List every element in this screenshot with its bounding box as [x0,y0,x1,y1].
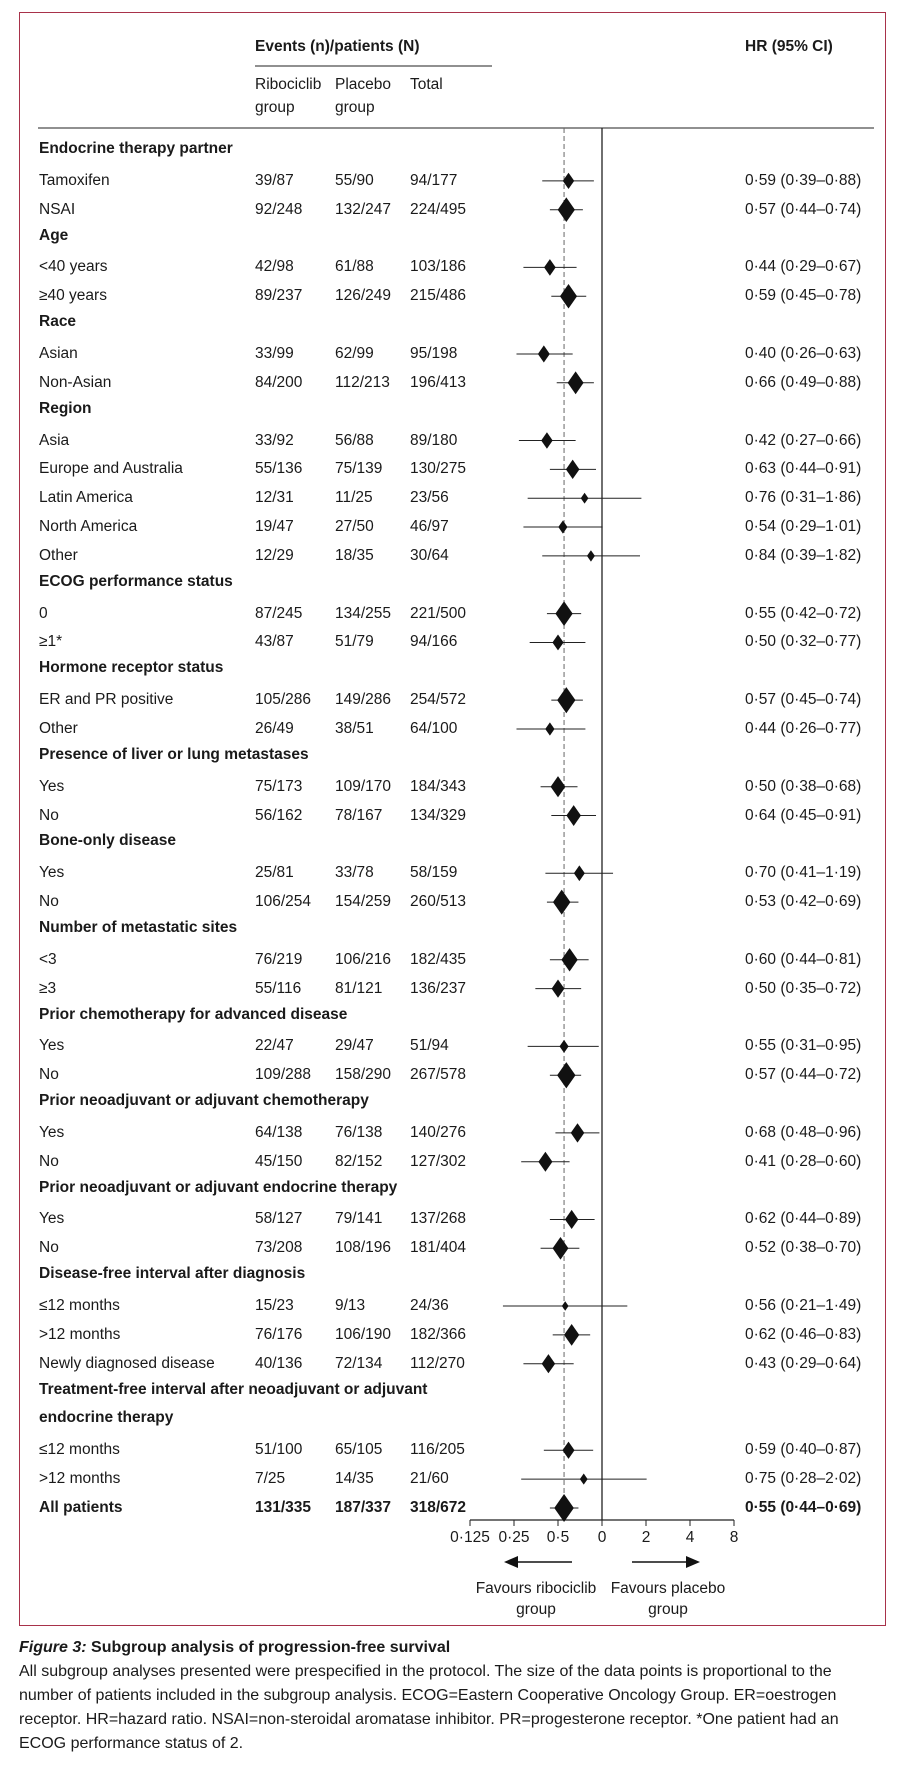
x-tick-label: 0·125 [450,1529,490,1546]
hazard-ratio-ci: 0·62 (0·46–0·83) [745,1325,862,1343]
ribociclib-events: 87/245 [255,604,303,622]
hazard-ratio-ci: 0·50 (0·38–0·68) [745,777,862,795]
ribociclib-events: 7/25 [255,1470,286,1488]
placebo-events: 9/13 [335,1297,366,1314]
point-estimate-diamond [562,1301,569,1311]
hazard-ratio-ci: 0·56 (0·21–1·49) [745,1297,862,1314]
total-events: 140/276 [410,1123,467,1141]
subgroup-label: Latin America [39,489,133,507]
ribociclib-events: 22/47 [255,1037,294,1055]
point-estimate-diamond [555,601,572,626]
favours-left-label: Favours ribociclib [475,1580,597,1597]
hazard-ratio-ci: 0·52 (0·38–0·70) [745,1239,862,1257]
point-estimate-diamond [552,634,563,650]
x-tick-label: 4 [685,1529,695,1546]
point-estimate-diamond [558,197,575,222]
subgroup-label: >12 months [39,1470,121,1488]
total-events: 127/302 [410,1152,467,1170]
hazard-ratio-ci: 0·57 (0·44–0·74) [745,200,862,218]
placebo-events: 55/90 [335,171,374,189]
subgroup-label: Europe and Australia [39,460,183,478]
placebo-events: 38/51 [335,720,374,737]
total-events: 267/578 [410,1066,467,1084]
total-events: 94/166 [410,633,458,651]
total-events: 94/177 [410,171,458,189]
hazard-ratio-ci: 0·44 (0·29–0·67) [745,258,862,276]
total-events: 196/413 [410,373,467,391]
subgroup-heading: Hormone receptor status [39,659,224,677]
placebo-events: 27/50 [335,518,374,536]
total-events: 23/56 [410,489,449,507]
subgroup-heading: Bone-only disease [39,832,176,850]
point-estimate-diamond [574,865,585,881]
hazard-ratio-ci: 0·54 (0·29–1·01) [745,518,862,536]
point-estimate-diamond [571,1123,585,1142]
subgroup-label: Yes [39,777,65,795]
placebo-events: 29/47 [335,1037,374,1055]
placebo-events: 78/167 [335,806,383,824]
hazard-ratio-ci: 0·59 (0·45–0·78) [745,287,862,305]
subgroup-label: No [39,806,59,824]
hazard-ratio-ci: 0·60 (0·44–0·81) [745,950,862,968]
subgroup-heading: Race [39,313,77,331]
placebo-events: 187/337 [335,1498,392,1516]
subgroup-heading: endocrine therapy [39,1409,174,1427]
figure-caption-text: All subgroup analyses presented were prespecified in the protocol. The size of the data points is proportional to the number of patients included in the subgroup analysis. ECOG=Eastern Cooperative Oncology Group. ER=oestrogen receptor. HR=hazard ratio. NSAI=non-steroidal aromatase inhibitor. PR=progesterone receptor. *One patient had an ECOG performance status of 2. [19,1663,839,1752]
hazard-ratio-ci: 0·57 (0·44–0·72) [745,1066,862,1084]
total-events: 136/237 [410,979,467,997]
subgroup-label: ≥40 years [39,287,107,305]
point-estimate-diamond [554,1494,574,1522]
subgroup-heading: Disease-free interval after diagnosis [39,1265,306,1283]
favours-right-label: Favours placebo [610,1580,726,1597]
subgroup-heading: Prior neoadjuvant or adjuvant chemotherapy [39,1092,369,1110]
hazard-ratio-ci: 0·50 (0·35–0·72) [745,979,862,997]
total-events: 134/329 [410,806,467,824]
ribociclib-events: 56/162 [255,806,303,824]
point-estimate-diamond [551,776,566,797]
placebo-events: 108/196 [335,1239,392,1257]
x-tick-label: 0 [597,1529,607,1546]
subgroup-label: ≥3 [39,979,57,997]
point-estimate-diamond [587,550,595,561]
hazard-ratio-ci: 0·40 (0·26–0·63) [745,344,862,362]
placebo-events: 106/216 [335,950,392,968]
subgroup-label: ≥1* [39,633,63,651]
ribociclib-events: 55/136 [255,460,303,478]
total-events: 260/513 [410,893,467,911]
ribociclib-events: 89/237 [255,287,303,305]
x-tick-label: 8 [729,1529,739,1546]
placebo-events: 109/170 [335,777,392,795]
point-estimate-diamond [553,1237,569,1260]
subgroup-heading: Prior chemotherapy for advanced disease [39,1005,348,1023]
point-estimate-diamond [544,259,556,276]
point-estimate-diamond [558,520,567,533]
total-events: 30/64 [410,546,449,564]
total-events: 116/205 [410,1441,465,1459]
total-events: 318/672 [410,1498,467,1516]
ribociclib-events: 45/150 [255,1152,303,1170]
total-events: 254/572 [410,691,467,709]
subgroup-label: No [39,893,59,911]
point-estimate-diamond [566,805,581,826]
ribociclib-events: 39/87 [255,171,294,189]
x-tick-label: 0·5 [546,1529,570,1546]
point-estimate-diamond [568,371,584,394]
ribociclib-events: 15/23 [255,1297,294,1314]
total-events: 58/159 [410,864,458,882]
subgroup-heading: Endocrine therapy partner [39,140,233,157]
total-events: 112/270 [410,1354,465,1372]
favours-right-label: group [648,1601,688,1618]
subgroup-label: Other [39,546,78,564]
point-estimate-diamond [553,890,570,915]
hazard-ratio-ci: 0·64 (0·45–0·91) [745,806,862,824]
ribociclib-events: 42/98 [255,258,294,276]
total-events: 224/495 [410,200,467,218]
ribociclib-events: 51/100 [255,1441,303,1459]
hazard-ratio-ci: 0·44 (0·26–0·77) [745,720,862,737]
col-placebo-line2: group [335,99,375,116]
ribociclib-events: 84/200 [255,373,303,391]
subgroup-label: <40 years [39,258,108,276]
point-estimate-diamond [560,1040,569,1053]
total-events: 103/186 [410,258,467,276]
hazard-ratio-ci: 0·55 (0·31–0·95) [745,1037,862,1055]
ribociclib-events: 40/136 [255,1354,303,1372]
point-estimate-diamond [560,284,577,308]
subgroup-heading: ECOG performance status [39,572,233,590]
hazard-ratio-ci: 0·50 (0·32–0·77) [745,633,862,651]
total-events: 24/36 [410,1297,449,1314]
subgroup-label: Tamoxifen [39,171,110,189]
ribociclib-events: 76/219 [255,950,303,968]
ribociclib-events: 58/127 [255,1210,303,1228]
placebo-events: 33/78 [335,864,374,882]
total-events: 95/198 [410,344,458,362]
subgroup-label: Yes [39,1123,65,1141]
ribociclib-events: 106/254 [255,893,312,911]
ribociclib-events: 92/248 [255,200,303,218]
all-patients-label: All patients [39,1498,123,1516]
hazard-ratio-ci: 0·53 (0·42–0·69) [745,893,862,911]
subgroup-label: ≤12 months [39,1441,120,1459]
subgroup-label: Asia [39,431,70,449]
subgroup-label: <3 [39,950,57,968]
col-ribociclib-line2: group [255,99,295,116]
subgroup-label: Other [39,720,78,737]
subgroup-label: No [39,1239,59,1257]
point-estimate-diamond [564,1324,579,1346]
hazard-ratio-ci: 0·55 (0·42–0·72) [745,604,862,622]
ribociclib-events: 43/87 [255,633,294,651]
figure-caption [19,1636,889,1756]
subgroup-label: Newly diagnosed disease [39,1354,215,1372]
point-estimate-diamond [557,1062,575,1088]
hazard-ratio-ci: 0·55 (0·44–0·69) [745,1498,862,1516]
placebo-events: 106/190 [335,1325,392,1343]
hazard-ratio-ci: 0·63 (0·44–0·91) [745,460,862,478]
ribociclib-events: 64/138 [255,1123,303,1141]
subgroup-label: ER and PR positive [39,691,174,709]
events-heading: Events (n)/patients (N) [255,38,420,55]
total-events: 215/486 [410,287,467,305]
hr-heading: HR (95% CI) [745,38,833,55]
placebo-events: 149/286 [335,691,392,709]
total-events: 21/60 [410,1470,449,1488]
total-events: 89/180 [410,431,458,449]
total-events: 137/268 [410,1210,467,1228]
placebo-events: 62/99 [335,344,374,362]
hazard-ratio-ci: 0·62 (0·44–0·89) [745,1210,862,1228]
figure-label: Figure 3: [19,1639,87,1656]
placebo-events: 14/35 [335,1470,374,1488]
subgroup-heading: Presence of liver or lung metastases [39,745,309,763]
figure-title: Subgroup analysis of progression-free survival [91,1639,451,1656]
placebo-events: 56/88 [335,431,374,449]
hazard-ratio-ci: 0·66 (0·49–0·88) [745,373,862,391]
placebo-events: 61/88 [335,258,374,276]
favours-left-arrowhead [504,1556,518,1568]
subgroup-label: North America [39,518,138,536]
placebo-events: 79/141 [335,1210,383,1228]
ribociclib-events: 19/47 [255,518,294,536]
point-estimate-diamond [557,687,575,713]
point-estimate-diamond [552,980,565,998]
subgroup-heading: Prior neoadjuvant or adjuvant endocrine therapy [39,1178,398,1196]
total-events: 182/435 [410,950,467,968]
ribociclib-events: 105/286 [255,691,312,709]
placebo-events: 11/25 [335,489,373,507]
hazard-ratio-ci: 0·84 (0·39–1·82) [745,546,862,564]
subgroup-label: >12 months [39,1325,121,1343]
placebo-events: 76/138 [335,1123,383,1141]
hazard-ratio-ci: 0·59 (0·39–0·88) [745,171,862,189]
subgroup-label: NSAI [39,200,76,218]
hazard-ratio-ci: 0·68 (0·48–0·96) [745,1123,862,1141]
placebo-events: 126/249 [335,287,392,305]
x-tick-label: 0·25 [498,1529,530,1546]
subgroup-heading: Treatment-free interval after neoadjuvant or adjuvant [39,1380,428,1398]
subgroup-label: Asian [39,344,78,362]
ribociclib-events: 12/29 [255,546,294,564]
ribociclib-events: 76/176 [255,1325,303,1343]
placebo-events: 154/259 [335,893,392,911]
total-events: 46/97 [410,518,449,536]
subgroup-label: ≤12 months [39,1297,120,1314]
ribociclib-events: 109/288 [255,1066,312,1084]
total-events: 51/94 [410,1037,449,1055]
total-events: 64/100 [410,720,458,737]
placebo-events: 72/134 [335,1354,383,1372]
point-estimate-diamond [566,460,580,479]
point-estimate-diamond [538,1152,552,1172]
point-estimate-diamond [580,1474,588,1485]
hazard-ratio-ci: 0·41 (0·28–0·60) [745,1152,862,1170]
hazard-ratio-ci: 0·70 (0·41–1·19) [745,864,862,882]
col-ribociclib-line1: Ribociclib [255,76,322,93]
subgroup-label: Yes [39,1037,65,1055]
point-estimate-diamond [541,432,552,448]
subgroup-label: Yes [39,864,65,882]
ribociclib-events: 75/173 [255,777,303,795]
point-estimate-diamond [545,722,554,735]
subgroup-label: 0 [39,604,48,622]
total-events: 221/500 [410,604,467,622]
placebo-events: 82/152 [335,1152,383,1170]
favours-right-arrowhead [686,1556,700,1568]
point-estimate-diamond [561,948,577,971]
total-events: 184/343 [410,777,467,795]
hazard-ratio-ci: 0·59 (0·40–0·87) [745,1441,862,1459]
placebo-events: 51/79 [335,633,374,651]
point-estimate-diamond [538,345,550,362]
ribociclib-events: 73/208 [255,1239,303,1257]
subgroup-label: Yes [39,1210,65,1228]
placebo-events: 112/213 [335,373,390,391]
point-estimate-diamond [581,493,589,504]
subgroup-label: Non-Asian [39,373,112,391]
placebo-events: 81/121 [335,979,383,997]
ribociclib-events: 55/116 [255,979,302,997]
ribociclib-events: 131/335 [255,1498,312,1516]
subgroup-label: No [39,1066,59,1084]
point-estimate-diamond [542,1354,555,1373]
col-total: Total [410,76,443,93]
placebo-events: 18/35 [335,546,374,564]
ribociclib-events: 25/81 [255,864,294,882]
ribociclib-events: 12/31 [255,489,294,507]
col-placebo-line1: Placebo [335,76,392,93]
subgroup-heading: Number of metastatic sites [39,918,238,936]
subgroup-heading: Region [39,399,92,417]
hazard-ratio-ci: 0·43 (0·29–0·64) [745,1354,862,1372]
hazard-ratio-ci: 0·42 (0·27–0·66) [745,431,862,449]
subgroup-label: No [39,1152,59,1170]
ribociclib-events: 33/92 [255,431,294,449]
placebo-events: 75/139 [335,460,383,478]
ribociclib-events: 33/99 [255,344,294,362]
placebo-events: 158/290 [335,1066,392,1084]
favours-left-label: group [516,1601,556,1618]
placebo-events: 134/255 [335,604,392,622]
x-tick-label: 2 [641,1529,651,1546]
hazard-ratio-ci: 0·57 (0·45–0·74) [745,691,862,709]
placebo-events: 65/105 [335,1441,383,1459]
hazard-ratio-ci: 0·76 (0·31–1·86) [745,489,862,507]
total-events: 130/275 [410,460,467,478]
ribociclib-events: 26/49 [255,720,294,737]
placebo-events: 132/247 [335,200,392,218]
total-events: 181/404 [410,1239,467,1257]
subgroup-heading: Age [39,226,69,244]
point-estimate-diamond [565,1210,578,1229]
hazard-ratio-ci: 0·75 (0·28–2·02) [745,1470,862,1488]
total-events: 182/366 [410,1325,467,1343]
